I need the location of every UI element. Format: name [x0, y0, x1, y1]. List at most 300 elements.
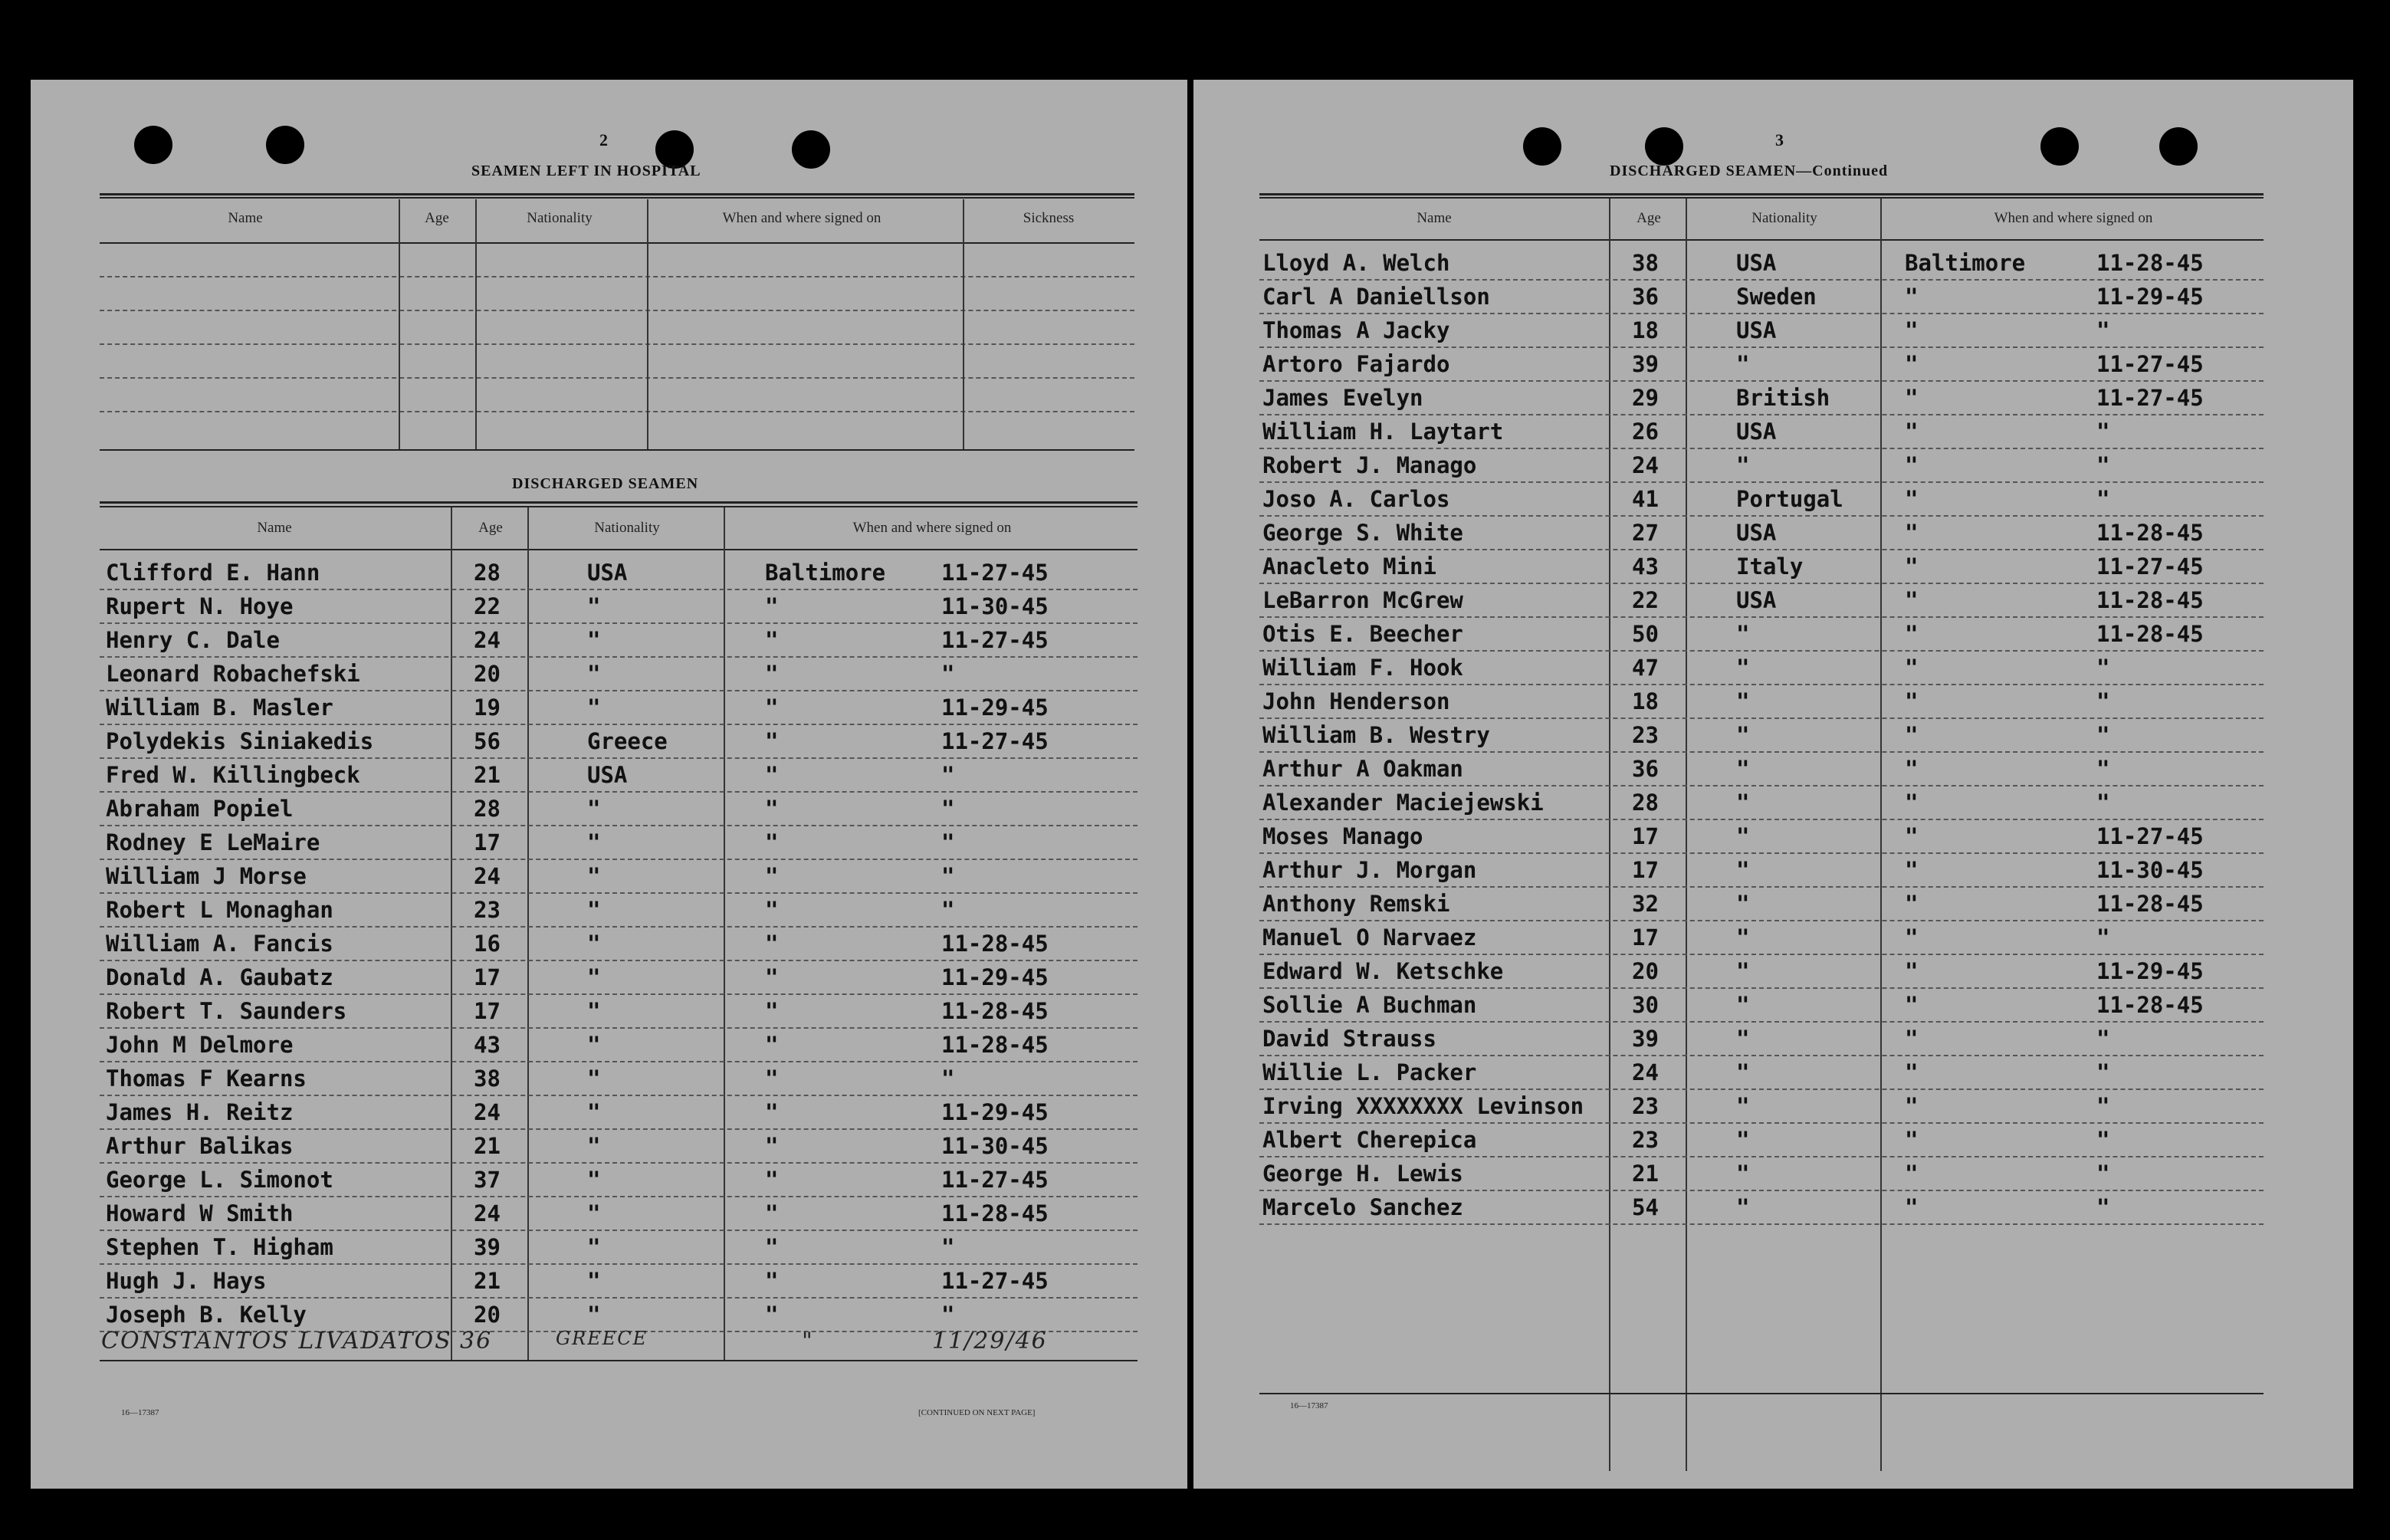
seaman-nationality: " — [587, 694, 601, 721]
seaman-nationality: " — [1736, 621, 1750, 647]
signed-on-date: 11-29-45 — [941, 964, 1049, 990]
table-row — [31, 961, 1180, 995]
signed-on-date: " — [941, 762, 955, 788]
seaman-name: William B. Masler — [106, 694, 333, 721]
seaman-age: 54 — [1632, 1194, 1659, 1220]
seaman-age: 22 — [1632, 587, 1659, 613]
table-row — [1193, 820, 2343, 854]
right-page — [1193, 80, 2353, 1489]
seaman-nationality: " — [1736, 958, 1750, 984]
table-row — [1193, 483, 2343, 517]
signed-on-place: " — [1905, 1093, 1919, 1119]
signed-on-date: 11-30-45 — [941, 1133, 1049, 1159]
seaman-age: 18 — [1632, 688, 1659, 714]
signed-on-place: " — [1905, 924, 1919, 951]
seaman-nationality: " — [1736, 655, 1750, 681]
signed-on-date: 11-29-45 — [2096, 958, 2204, 984]
seaman-name: Clifford E. Hann — [106, 560, 320, 586]
seaman-name: Polydekis Siniakedis — [106, 728, 374, 754]
seaman-age: 36 — [1632, 756, 1659, 782]
signed-on-place: " — [765, 1302, 779, 1328]
form-number: 16—17387 — [121, 1408, 159, 1417]
signed-on-place: " — [765, 1099, 779, 1125]
seaman-age: 16 — [474, 931, 501, 957]
seaman-age: 39 — [1632, 351, 1659, 377]
table-row — [1193, 314, 2343, 348]
table-row — [1193, 955, 2343, 989]
discharged-section-title: DISCHARGED SEAMEN — [512, 475, 699, 492]
seaman-nationality: USA — [1736, 317, 1777, 343]
signed-on-place: " — [1905, 520, 1919, 546]
signed-on-place: " — [1905, 992, 1919, 1018]
signed-on-place: " — [765, 897, 779, 923]
seaman-nationality: Italy — [1736, 553, 1804, 580]
signed-on-date: 11-28-45 — [2096, 520, 2204, 546]
table-row — [31, 995, 1180, 1029]
table-row — [1193, 1124, 2343, 1157]
seaman-nationality: GREECE — [556, 1328, 648, 1349]
seaman-name: David Strauss — [1262, 1026, 1436, 1052]
seaman-name: Howard W Smith — [106, 1200, 294, 1226]
signed-on-place: " — [1905, 857, 1919, 883]
seaman-age: 21 — [474, 1268, 501, 1294]
seaman-name: Carl A Daniellson — [1262, 284, 1490, 310]
signed-on-place: " — [1905, 958, 1919, 984]
seaman-name: Arthur Balikas — [106, 1133, 294, 1159]
table-row — [31, 557, 1180, 590]
signed-on-date: " — [941, 1234, 955, 1260]
seaman-nationality: " — [1736, 1026, 1750, 1052]
signed-on-place: " — [765, 1234, 779, 1260]
table-row — [31, 1164, 1180, 1197]
seaman-age: 30 — [1632, 992, 1659, 1018]
seaman-nationality: " — [587, 863, 601, 889]
seaman-age: 38 — [474, 1066, 501, 1092]
table-row — [1193, 685, 2343, 719]
signed-on-date: 11-28-45 — [941, 931, 1049, 957]
section-title: DISCHARGED SEAMEN—Continued — [1610, 163, 1889, 179]
signed-on-date: " — [2096, 688, 2110, 714]
seaman-age: 47 — [1632, 655, 1659, 681]
signed-on-place: Baltimore — [765, 560, 886, 586]
seaman-name: Rodney E LeMaire — [106, 829, 320, 855]
seaman-name: George H. Lewis — [1262, 1161, 1463, 1187]
signed-on-date: 11-28-45 — [941, 1200, 1049, 1226]
signed-on-place: " — [1905, 688, 1919, 714]
seaman-nationality: " — [1736, 1161, 1750, 1187]
table-row — [31, 1130, 1180, 1164]
signed-on-date: " — [2096, 419, 2110, 445]
seaman-name: Edward W. Ketschke — [1262, 958, 1504, 984]
signed-on-date: 11-29-45 — [941, 694, 1049, 721]
table-row — [1193, 415, 2343, 449]
seaman-name: Willie L. Packer — [1262, 1059, 1477, 1085]
seaman-nationality: " — [1736, 992, 1750, 1018]
seaman-age: 36 — [1632, 284, 1659, 310]
seaman-age: 39 — [1632, 1026, 1659, 1052]
signed-on-place: " — [1905, 553, 1919, 580]
table-row — [1193, 753, 2343, 786]
seaman-nationality: " — [1736, 756, 1750, 782]
signed-on-place: " — [765, 796, 779, 822]
seaman-age: 24 — [1632, 1059, 1659, 1085]
seaman-nationality: " — [587, 661, 601, 687]
seaman-name: Thomas A Jacky — [1262, 317, 1450, 343]
seaman-name: Manuel O Narvaez — [1262, 924, 1477, 951]
signed-on-place: " — [765, 863, 779, 889]
signed-on-place: " — [765, 661, 779, 687]
seaman-name: Rupert N. Hoye — [106, 593, 294, 619]
seaman-age: 41 — [1632, 486, 1659, 512]
seaman-name: Arthur A Oakman — [1262, 756, 1463, 782]
seaman-age: 23 — [474, 897, 501, 923]
seaman-nationality: " — [1736, 790, 1750, 816]
seaman-age: 36 — [460, 1328, 493, 1354]
seaman-name: George L. Simonot — [106, 1167, 333, 1193]
seaman-name: Leonard Robachefski — [106, 661, 360, 687]
seaman-age: 56 — [474, 728, 501, 754]
page-number: 3 — [1775, 130, 1784, 149]
table-row — [1193, 921, 2343, 955]
seaman-age: 28 — [474, 796, 501, 822]
signed-on-place: " — [765, 694, 779, 721]
seaman-age: 21 — [474, 762, 501, 788]
page-number: 2 — [599, 130, 608, 149]
seaman-name: John Henderson — [1262, 688, 1450, 714]
seaman-nationality: " — [587, 1032, 601, 1058]
table-row-handwritten — [31, 1325, 1180, 1358]
seaman-name: James H. Reitz — [106, 1099, 294, 1125]
signed-on-place: " — [765, 1032, 779, 1058]
table-row — [1193, 1090, 2343, 1124]
table-row — [1193, 888, 2343, 921]
seaman-name: William B. Westry — [1262, 722, 1490, 748]
seaman-age: 28 — [1632, 790, 1659, 816]
table-row — [1193, 550, 2343, 584]
signed-on-date: " — [941, 829, 955, 855]
seaman-name: Joso A. Carlos — [1262, 486, 1450, 512]
seaman-nationality: USA — [1736, 419, 1777, 445]
signed-on-place: " — [1905, 486, 1919, 512]
seaman-nationality: " — [587, 1268, 601, 1294]
seaman-age: 22 — [474, 593, 501, 619]
seaman-nationality: " — [1736, 722, 1750, 748]
table-row — [1193, 652, 2343, 685]
signed-on-date: " — [2096, 655, 2110, 681]
table-row — [31, 658, 1180, 691]
punch-hole — [266, 126, 304, 164]
signed-on-place: " — [1905, 385, 1919, 411]
signed-on-date: " — [2096, 722, 2110, 748]
seaman-name: Robert J. Manago — [1262, 452, 1477, 478]
seaman-age: 37 — [474, 1167, 501, 1193]
signed-on-date: 11-29-45 — [941, 1099, 1049, 1125]
seaman-name: William J Morse — [106, 863, 307, 889]
table-row — [31, 1029, 1180, 1062]
table-row — [31, 1096, 1180, 1130]
signed-on-date: 11-27-45 — [2096, 351, 2204, 377]
punch-hole — [792, 130, 830, 169]
signed-on-date: " — [941, 1302, 955, 1328]
seaman-age: 20 — [474, 1302, 501, 1328]
signed-on-place: " — [765, 998, 779, 1024]
signed-on-date: 11-27-45 — [941, 627, 1049, 653]
seaman-name: Moses Manago — [1262, 823, 1423, 849]
signed-on-place: " — [1905, 1026, 1919, 1052]
punch-hole — [2040, 127, 2079, 166]
signed-on-place: " — [1905, 1161, 1919, 1187]
seaman-name: Albert Cherepica — [1262, 1127, 1477, 1153]
seaman-name: Donald A. Gaubatz — [106, 964, 333, 990]
seaman-age: 29 — [1632, 385, 1659, 411]
signed-on-date: " — [2096, 924, 2110, 951]
seaman-name: Robert L Monaghan — [106, 897, 333, 923]
signed-on-date: 11-28-45 — [2096, 992, 2204, 1018]
seaman-nationality: " — [1736, 891, 1750, 917]
seaman-name: John M Delmore — [106, 1032, 294, 1058]
seaman-age: 20 — [1632, 958, 1659, 984]
seaman-nationality: " — [1736, 924, 1750, 951]
signed-on-place: " — [1905, 1059, 1919, 1085]
table-row — [1193, 854, 2343, 888]
seaman-age: 28 — [474, 560, 501, 586]
col-header-age: Age — [425, 210, 449, 226]
seaman-name: Anacleto Mini — [1262, 553, 1436, 580]
seaman-age: 32 — [1632, 891, 1659, 917]
seaman-nationality: " — [587, 897, 601, 923]
seaman-age: 24 — [474, 627, 501, 653]
table-row — [1193, 382, 2343, 415]
seaman-nationality: USA — [1736, 587, 1777, 613]
seaman-age: 23 — [1632, 722, 1659, 748]
hospital-section-title: SEAMEN LEFT IN HOSPITAL — [471, 163, 701, 179]
signed-on-date: 11-27-45 — [941, 1268, 1049, 1294]
signed-on-place: " — [765, 1066, 779, 1092]
seaman-age: 24 — [1632, 452, 1659, 478]
table-row — [31, 826, 1180, 860]
seaman-nationality: " — [1736, 1059, 1750, 1085]
signed-on-date: " — [2096, 1026, 2110, 1052]
seaman-nationality: USA — [587, 762, 628, 788]
seaman-age: 18 — [1632, 317, 1659, 343]
left-page — [31, 80, 1187, 1489]
table-row — [1193, 1157, 2343, 1191]
table-row — [1193, 281, 2343, 314]
continued-note: [CONTINUED ON NEXT PAGE] — [918, 1408, 1036, 1417]
seaman-nationality: USA — [587, 560, 628, 586]
seaman-nationality: " — [587, 1133, 601, 1159]
seaman-nationality: " — [1736, 857, 1750, 883]
seaman-age: 38 — [1632, 250, 1659, 276]
signed-on-date: 11-30-45 — [2096, 857, 2204, 883]
col-header-signed-on: When and where signed on — [722, 210, 881, 226]
seaman-name: Alexander Maciejewski — [1262, 790, 1544, 816]
signed-on-place: " — [1905, 722, 1919, 748]
col-header-name: Name — [228, 210, 263, 226]
signed-on-place: " — [802, 1328, 814, 1354]
seaman-name: Sollie A Buchman — [1262, 992, 1477, 1018]
seaman-age: 23 — [1632, 1093, 1659, 1119]
seaman-name: Hugh J. Hays — [106, 1268, 267, 1294]
seaman-age: 17 — [1632, 857, 1659, 883]
punch-hole — [2159, 127, 2198, 166]
seaman-name: CONSTANTOS LIVADATOS — [101, 1328, 452, 1354]
signed-on-place: " — [765, 593, 779, 619]
signed-on-date: 11-27-45 — [941, 1167, 1049, 1193]
seaman-age: 27 — [1632, 520, 1659, 546]
seaman-nationality: Portugal — [1736, 486, 1843, 512]
seaman-nationality: " — [587, 1234, 601, 1260]
seaman-age: 39 — [474, 1234, 501, 1260]
table-row — [31, 894, 1180, 928]
signed-on-date: " — [2096, 1059, 2110, 1085]
col-header-nationality: Nationality — [527, 210, 593, 226]
signed-on-place: " — [765, 931, 779, 957]
col-header-name: Name — [257, 520, 292, 536]
seaman-nationality: " — [587, 931, 601, 957]
table-row — [1193, 247, 2343, 281]
seaman-age: 43 — [1632, 553, 1659, 580]
seaman-name: Otis E. Beecher — [1262, 621, 1463, 647]
seaman-nationality: " — [587, 998, 601, 1024]
table-row — [1193, 584, 2343, 618]
table-row — [31, 590, 1180, 624]
table-row — [31, 1062, 1180, 1096]
col-header-sickness: Sickness — [1023, 210, 1075, 226]
signed-on-place: " — [1905, 419, 1919, 445]
punch-hole — [134, 126, 172, 164]
table-row — [31, 759, 1180, 793]
seaman-name: George S. White — [1262, 520, 1463, 546]
table-row — [31, 1231, 1180, 1265]
table-row — [31, 725, 1180, 759]
table-row — [1193, 618, 2343, 652]
seaman-name: Abraham Popiel — [106, 796, 294, 822]
signed-on-date: " — [941, 661, 955, 687]
seaman-name: William F. Hook — [1262, 655, 1463, 681]
table-row — [31, 793, 1180, 826]
signed-on-date: " — [941, 1066, 955, 1092]
seaman-age: 17 — [474, 998, 501, 1024]
seaman-name: William A. Fancis — [106, 931, 333, 957]
table-row — [31, 860, 1180, 894]
signed-on-date: 11-27-45 — [941, 560, 1049, 586]
signed-on-date: " — [2096, 1127, 2110, 1153]
signed-on-date: 11-29-45 — [2096, 284, 2204, 310]
seaman-nationality: " — [587, 1302, 601, 1328]
signed-on-place: " — [1905, 351, 1919, 377]
col-header-age: Age — [1637, 210, 1661, 226]
seaman-name: Lloyd A. Welch — [1262, 250, 1450, 276]
seaman-age: 26 — [1632, 419, 1659, 445]
col-header-name: Name — [1417, 210, 1452, 226]
signed-on-date: " — [941, 796, 955, 822]
signed-on-place: " — [765, 1200, 779, 1226]
signed-on-place: " — [765, 762, 779, 788]
seaman-name: Stephen T. Higham — [106, 1234, 333, 1260]
signed-on-place: Baltimore — [1905, 250, 2026, 276]
col-header-nationality: Nationality — [594, 520, 660, 536]
seaman-name: Thomas F Kearns — [106, 1066, 307, 1092]
table-row — [1193, 1191, 2343, 1225]
seaman-age: 43 — [474, 1032, 501, 1058]
seaman-nationality: Sweden — [1736, 284, 1817, 310]
seaman-nationality: " — [587, 593, 601, 619]
seaman-age: 24 — [474, 1200, 501, 1226]
form-number: 16—17387 — [1290, 1401, 1328, 1410]
table-row — [1193, 719, 2343, 753]
seaman-nationality: " — [1736, 1194, 1750, 1220]
signed-on-place: " — [765, 964, 779, 990]
seaman-name: LeBarron McGrew — [1262, 587, 1463, 613]
col-header-signed-on: When and where signed on — [1994, 210, 2153, 226]
seaman-name: Joseph B. Kelly — [106, 1302, 307, 1328]
seaman-name: Irving XXXXXXXX Levinson — [1262, 1093, 1584, 1119]
seaman-name: Marcelo Sanchez — [1262, 1194, 1463, 1220]
signed-on-date: 11-28-45 — [2096, 891, 2204, 917]
signed-on-date: " — [941, 897, 955, 923]
signed-on-place: " — [1905, 284, 1919, 310]
signed-on-place: " — [1905, 823, 1919, 849]
col-header-nationality: Nationality — [1751, 210, 1817, 226]
table-row — [31, 624, 1180, 658]
seaman-nationality: " — [1736, 688, 1750, 714]
table-row — [1193, 517, 2343, 550]
signed-on-place: " — [765, 1268, 779, 1294]
signed-on-date: 11-28-45 — [2096, 587, 2204, 613]
seaman-name: Arthur J. Morgan — [1262, 857, 1477, 883]
table-row — [1193, 449, 2343, 483]
signed-on-date: 11-27-45 — [2096, 823, 2204, 849]
table-row — [1193, 786, 2343, 820]
seaman-name: Robert T. Saunders — [106, 998, 347, 1024]
signed-on-date: 11-28-45 — [941, 998, 1049, 1024]
signed-on-place: " — [765, 1167, 779, 1193]
signed-on-date: 11-27-45 — [941, 728, 1049, 754]
table-row — [1193, 1056, 2343, 1090]
table-row — [31, 1265, 1180, 1299]
seaman-age: 50 — [1632, 621, 1659, 647]
signed-on-date: 11-28-45 — [2096, 621, 2204, 647]
seaman-age: 17 — [474, 829, 501, 855]
seaman-name: Anthony Remski — [1262, 891, 1450, 917]
seaman-name: Fred W. Killingbeck — [106, 762, 360, 788]
signed-on-place: " — [765, 728, 779, 754]
seaman-nationality: " — [1736, 351, 1750, 377]
seaman-age: 17 — [1632, 823, 1659, 849]
signed-on-place: " — [1905, 655, 1919, 681]
signed-on-date: " — [941, 863, 955, 889]
signed-on-date: " — [2096, 486, 2110, 512]
seaman-age: 21 — [474, 1133, 501, 1159]
seaman-nationality: " — [587, 1167, 601, 1193]
signed-on-date: 11-30-45 — [941, 593, 1049, 619]
seaman-nationality: Greece — [587, 728, 668, 754]
seaman-name: James Evelyn — [1262, 385, 1423, 411]
signed-on-date: 11-28-45 — [2096, 250, 2204, 276]
table-row — [31, 691, 1180, 725]
seaman-age: 21 — [1632, 1161, 1659, 1187]
signed-on-place: " — [1905, 452, 1919, 478]
seaman-age: 24 — [474, 863, 501, 889]
seaman-nationality: USA — [1736, 250, 1777, 276]
seaman-nationality: " — [587, 1099, 601, 1125]
seaman-nationality: " — [1736, 1127, 1750, 1153]
seaman-nationality: " — [1736, 452, 1750, 478]
signed-on-place: " — [1905, 790, 1919, 816]
table-row — [1193, 1023, 2343, 1056]
table-row — [1193, 348, 2343, 382]
